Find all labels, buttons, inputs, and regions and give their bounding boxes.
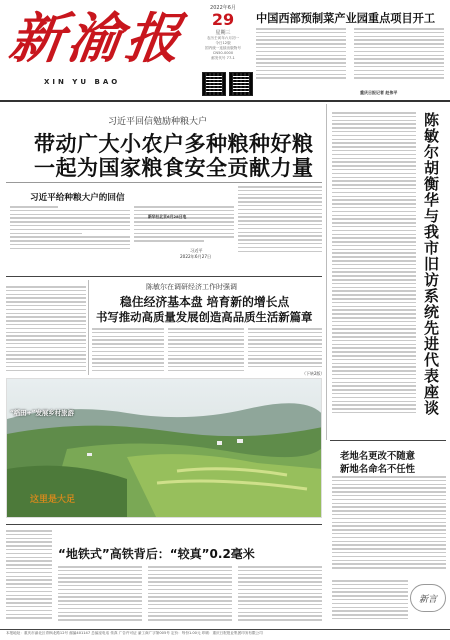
section-divider — [330, 440, 446, 441]
info-line-1: 今日12版 — [215, 41, 231, 45]
photo-logo: 这里是大足 — [30, 495, 76, 505]
footer-text: 本报地址：重庆市渝北区青枫北路12号 邮编401147 总编室电话 传真 广告许可证 渝工商广字第005号 定价：每份1.00元 印刷：重庆日报报业集团印务有限公司 — [6, 631, 263, 635]
lead-headline-line1[interactable]: 带动广大小农户多种粮种好粮 — [34, 132, 314, 156]
footer-rule — [0, 629, 450, 630]
top-credit: 重庆日报记者 赵伟平 — [360, 90, 398, 95]
top-story-body — [354, 28, 444, 86]
photo-caption-title: “稻田+”发展乡村旅游 — [10, 409, 74, 417]
bottom-body — [58, 566, 142, 626]
section-divider — [6, 524, 322, 525]
info-line-0: 农历壬寅年六月初一 — [206, 36, 240, 40]
second-body — [248, 328, 322, 372]
masthead-rule — [0, 100, 450, 102]
top-headline[interactable]: 中国西部预制菜产业园重点项目开工 — [256, 11, 436, 25]
second-headline-line1[interactable]: 稳住经济基本盘 培育新的增长点 — [120, 295, 290, 309]
bottom-body — [6, 530, 52, 626]
side-story-body — [332, 112, 416, 434]
side-headline-text: 陈敏尔胡衡华与我市旧访系统先进代表座谈 — [422, 112, 440, 416]
top-story-body — [256, 28, 346, 86]
letter-text — [134, 206, 234, 250]
masthead-pinyin: XIN YU BAO — [44, 78, 121, 86]
qr-code-icon[interactable] — [202, 72, 226, 96]
lead-dateline: 新华社北京6月28日电 — [148, 214, 187, 219]
continued-note: （下转2版） — [302, 371, 325, 376]
commentary-badge — [410, 584, 446, 612]
commentary-body — [332, 580, 408, 626]
bottom-headline[interactable]: “地铁式”高铁背后：“较真”0.2毫米 — [58, 547, 255, 561]
section-divider — [6, 276, 322, 277]
commentary-body — [332, 476, 446, 576]
lead-kicker: 习近平回信勉励种粮大户 — [108, 117, 208, 127]
second-body — [92, 328, 164, 376]
date-day: 29 — [211, 10, 235, 29]
lead-headline-line2[interactable]: 一起为国家粮食安全贡献力量 — [34, 156, 314, 180]
lead-body — [238, 186, 322, 258]
info-line-3: CN50-0000 — [212, 51, 234, 55]
commentary-title-line2[interactable]: 新地名命名不任性 — [340, 464, 416, 475]
qr-code-icon[interactable] — [229, 72, 253, 96]
letter-signature: 习近平 — [190, 248, 203, 253]
date-weekday: 星期三 — [215, 30, 231, 36]
left-story-body — [6, 286, 86, 376]
letter-text — [10, 206, 130, 256]
info-line-2: 国内统一连续出版物号 — [205, 46, 241, 50]
masthead — [0, 0, 450, 100]
bottom-body — [238, 566, 322, 626]
second-kicker: 陈敏尔在调研经济工作时强调 — [146, 283, 237, 291]
masthead-logo: 新渝报 — [5, 6, 189, 70]
commentary-badge-text: 新言 — [418, 594, 437, 605]
lead-subhead[interactable]: 习近平给种粮大户的回信 — [30, 193, 125, 203]
date-block — [198, 4, 248, 82]
second-headline-line2[interactable]: 书写推动高质量发展创造高品质生活新篇章 — [96, 310, 313, 324]
column-divider — [326, 104, 327, 440]
lead-divider — [6, 182, 322, 183]
info-line-4: 邮发代号 77-1 — [211, 56, 235, 60]
column-divider — [88, 280, 89, 375]
letter-date: 2022年6月27日 — [180, 254, 212, 259]
commentary-title-line1[interactable]: 老地名更改不随意 — [340, 451, 416, 462]
bottom-body — [148, 566, 232, 626]
side-headline[interactable] — [420, 112, 446, 432]
second-body — [168, 328, 244, 376]
date-year-month: 2022年6月 — [210, 5, 236, 11]
